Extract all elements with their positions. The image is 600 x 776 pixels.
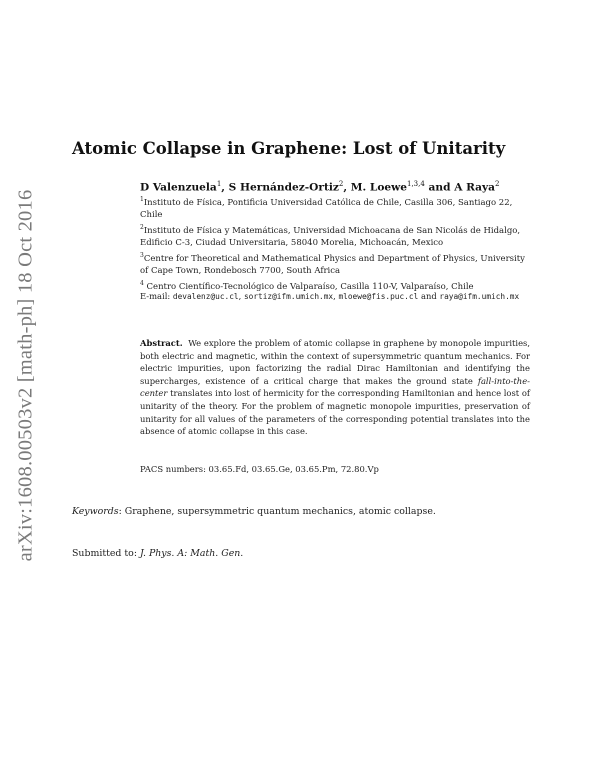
affiliation: [140, 250, 530, 278]
keywords: [72, 506, 436, 517]
abstract-text: translates into lost of hermicity for the corresponding Hamiltonian and hence lost of unitarity of the theory. For the problem of magnetic monopole impurities, preservation of unitarity for all values of the parameters of the corresponding potential translates into the absence of atomic collapse in this case.: [140, 388, 530, 437]
affiliation-text: Instituto de Física y Matemáticas, Universidad Michoacana de San Nicolás de Hidalgo, Edificio C-3, Ciudad Universitaria, 58040 Morelia, Michoacán, Mexico: [140, 225, 521, 249]
author-conjunction: and: [428, 181, 451, 194]
submitted-to: [72, 548, 243, 559]
author-affil-mark: 2: [338, 180, 344, 188]
author-affil-mark: 1,3,4: [407, 180, 425, 188]
affiliation-mark: 4: [140, 280, 144, 288]
affiliation-mark: 3: [140, 252, 144, 260]
affiliation: [140, 194, 530, 222]
abstract: [140, 337, 530, 438]
keywords-label: Keywords: [72, 506, 119, 517]
email-joiner: and: [420, 291, 437, 301]
pacs-numbers: PACS numbers: 03.65.Fd, 03.65.Ge, 03.65.Pm, 72.80.Vp: [140, 464, 379, 474]
email-address[interactable]: sortiz@ifm.umich.mx: [243, 292, 334, 301]
affiliation-mark: 1: [140, 196, 144, 203]
author-name: S Hernández-Ortiz: [228, 181, 339, 194]
affiliation-text: Centro Científico-Tecnológico de Valparaíso, Casilla 110-V, Valparaíso, Chile: [143, 281, 474, 292]
email-address[interactable]: mloewe@fis.puc.cl: [338, 292, 419, 301]
submitted-label: Submitted to:: [72, 548, 137, 559]
author-list: D Valenzuela$^1$, S Hernández-Ortiz$^2$, M. Loewe$^{1,3,4}$ and A Raya$^2$: [140, 180, 500, 194]
affiliation-text: Centre for Theoretical and Mathematical Physics and Department of Physics, University of Cape Town, Rondebosch 7700, South Africa: [140, 253, 525, 277]
journal-name: J. Phys. A: Math. Gen.: [139, 548, 244, 559]
author-affil-mark: 2: [495, 180, 500, 188]
email-block: E-mail: devalenz@uc.cl, sortiz@ifm.umich.mx, mloewe@fis.puc.cl and raya@ifm.umich.mx: [140, 291, 520, 301]
abstract-italic-term: fall-into-the-center: [140, 375, 530, 399]
email-address[interactable]: raya@ifm.umich.mx: [439, 292, 520, 301]
paper-title: Atomic Collapse in Graphene: Lost of Unitarity: [72, 139, 506, 158]
affiliation-list: [140, 194, 530, 293]
affiliation-text: Instituto de Física, Pontificia Universidad Católica de Chile, Casilla 306, Santiago 22, Chile: [140, 197, 513, 221]
author-affil-mark: 1: [216, 180, 222, 188]
abstract-text: We explore the problem of atomic collapse in graphene by monopole impurities, both electric and magnetic, within the context of supersymmetric quantum mechanics. For electric impurities, upon factorizing the radial Dirac Hamiltonian and identifying the supercharges, existence of a critical charge that makes the ground state: [140, 338, 530, 386]
author-name: M. Loewe: [350, 181, 407, 194]
affiliation-mark: 2: [140, 224, 144, 232]
author-name: A Raya: [454, 181, 496, 194]
arxiv-side-stamp: [11, 180, 41, 570]
email-label: E-mail:: [140, 291, 171, 301]
arxiv-identifier: arXiv:1608.00503v2 [math-ph] 18 Oct 2016: [14, 189, 37, 561]
abstract-label: Abstract.: [140, 338, 183, 348]
email-address[interactable]: devalenz@uc.cl: [172, 292, 239, 301]
keywords-text: : Graphene, supersymmetric quantum mechanics, atomic collapse.: [118, 506, 436, 517]
affiliation: [140, 222, 530, 250]
author-name: D Valenzuela: [140, 181, 217, 194]
